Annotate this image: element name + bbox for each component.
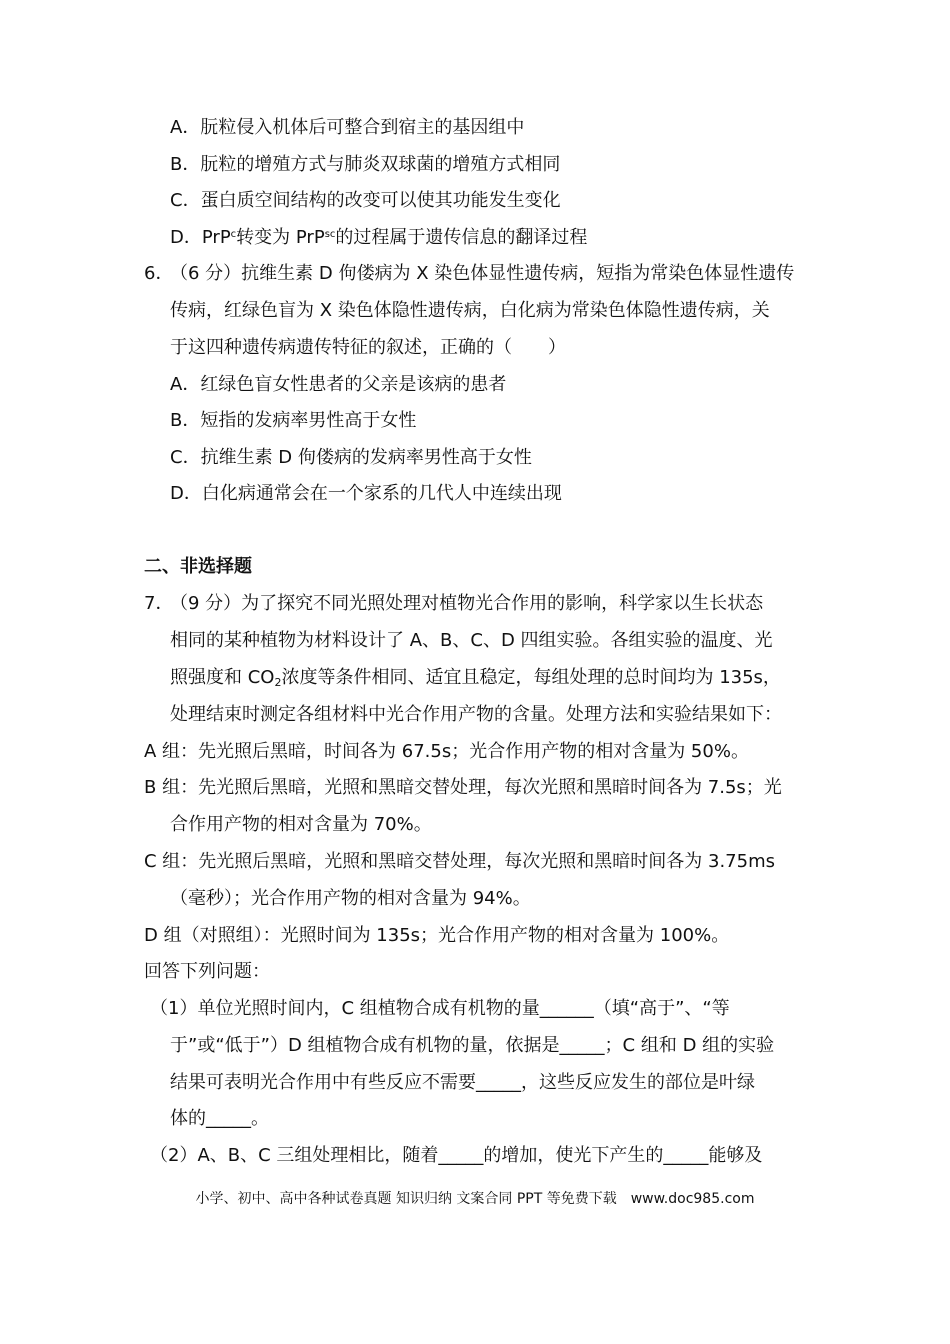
- q7-stem-line: [170, 666, 781, 690]
- option-letter: A．: [170, 374, 201, 395]
- q6-stem-line: 于这四种遗传病遗传特征的叙述，正确的（ ）: [170, 337, 566, 358]
- option-letter: D．: [170, 227, 202, 248]
- group-a-result: A 组：先光照后黑暗，时间各为 67.5s；光合作用产物的相对含量为 50%。: [144, 741, 749, 762]
- q6-option-a: [170, 373, 506, 397]
- option-text: 蛋白质空间结构的改变可以使其功能发生变化: [200, 190, 561, 211]
- option-letter: A．: [170, 117, 201, 138]
- q7-stem-line: 处理结束时测定各组材料中光合作用产物的含量。处理方法和实验结果如下：: [170, 704, 782, 725]
- superscript: sc: [324, 229, 336, 240]
- option-text: 朊粒的增殖方式与肺炎双球菌的增殖方式相同: [200, 154, 561, 175]
- text-segment: 照强度和 CO: [170, 667, 275, 688]
- option-letter: C．: [170, 447, 201, 468]
- sub-question-1-cont: 于”或“低于”）D 组植物合成有机物的量，依据是_____；C 组和 D 组的实验: [170, 1035, 775, 1056]
- option-text: 朊粒侵入机体后可整合到宿主的基因组中: [200, 117, 525, 138]
- text-segment: 浓度等条件相同、适宜且稳定，每组处理的总时间均为 135s，: [281, 667, 781, 688]
- q6-option-b: [170, 409, 416, 433]
- page-footer: 小学、初中、高中各种试卷真题 知识归纳 文案合同 PPT 等免费下载 www.doc985.com: [195, 1191, 755, 1207]
- sub-question-1: （1）单位光照时间内，C 组植物合成有机物的量______（填“高于”、“等: [150, 998, 730, 1019]
- option-text: 白化病通常会在一个家系的几代人中连续出现: [201, 483, 562, 504]
- group-d-result: D 组（对照组）：光照时间为 135s；光合作用产物的相对含量为 100%。: [144, 925, 730, 946]
- group-c-result-cont: （毫秒）；光合作用产物的相对含量为 94%。: [170, 888, 531, 909]
- option-letter: B．: [170, 154, 201, 175]
- option-letter: D．: [170, 483, 202, 504]
- option-text-mid: 转变为 PrP: [236, 227, 325, 248]
- sub-question-2: （2）A、B、C 三组处理相比，随着_____的增加，使光下产生的_____能够及: [150, 1145, 763, 1166]
- superscript: c: [230, 229, 237, 240]
- q6-number: 6．: [144, 263, 174, 284]
- option-letter: C．: [170, 190, 201, 211]
- sub-question-1-cont: 体的_____。: [170, 1108, 269, 1129]
- option-text: 抗维生素 D 佝偻病的发病率男性高于女性: [200, 447, 532, 468]
- option-letter: B．: [170, 410, 201, 431]
- answer-prompt: 回答下列问题：: [144, 961, 270, 982]
- q7-stem-line: （9 分）为了探究不同光照处理对植物光合作用的影响，科学家以生长状态: [170, 593, 764, 614]
- group-b-result: B 组：先光照后黑暗，光照和黑暗交替处理，每次光照和黑暗时间各为 7.5s；光: [144, 777, 782, 798]
- q5-option-b: [170, 153, 560, 177]
- q6-stem-line: （6 分）抗维生素 D 佝偻病为 X 染色体显性遗传病，短指为常染色体显性遗传: [170, 263, 795, 284]
- group-c-result: C 组：先光照后黑暗，光照和黑暗交替处理，每次光照和黑暗时间各为 3.75ms: [144, 851, 775, 872]
- option-text: 短指的发病率男性高于女性: [200, 410, 417, 431]
- section-heading: 二、非选择题: [144, 556, 252, 577]
- q7-stem-line: 相同的某种植物为材料设计了 A、B、C、D 四组实验。各组实验的温度、光: [170, 630, 773, 651]
- q6-option-d: [170, 482, 562, 506]
- sub-question-1-cont: 结果可表明光合作用中有些反应不需要_____，这些反应发生的部位是叶绿: [170, 1072, 755, 1093]
- q7-number: 7．: [144, 593, 174, 614]
- option-text: 红绿色盲女性患者的父亲是该病的患者: [200, 374, 507, 395]
- q5-option-a: [170, 116, 524, 140]
- option-text-prefix: PrP: [201, 227, 231, 248]
- q5-option-c: [170, 189, 561, 213]
- q6-option-c: [170, 446, 532, 470]
- option-text-suffix: 的过程属于遗传信息的翻译过程: [335, 227, 588, 248]
- q5-option-d: [170, 226, 587, 250]
- group-b-result-cont: 合作用产物的相对含量为 70%。: [170, 814, 432, 835]
- subscript: 2: [274, 676, 282, 689]
- q6-stem-line: 传病，红绿色盲为 X 染色体隐性遗传病，白化病为常染色体隐性遗传病，关: [170, 300, 770, 321]
